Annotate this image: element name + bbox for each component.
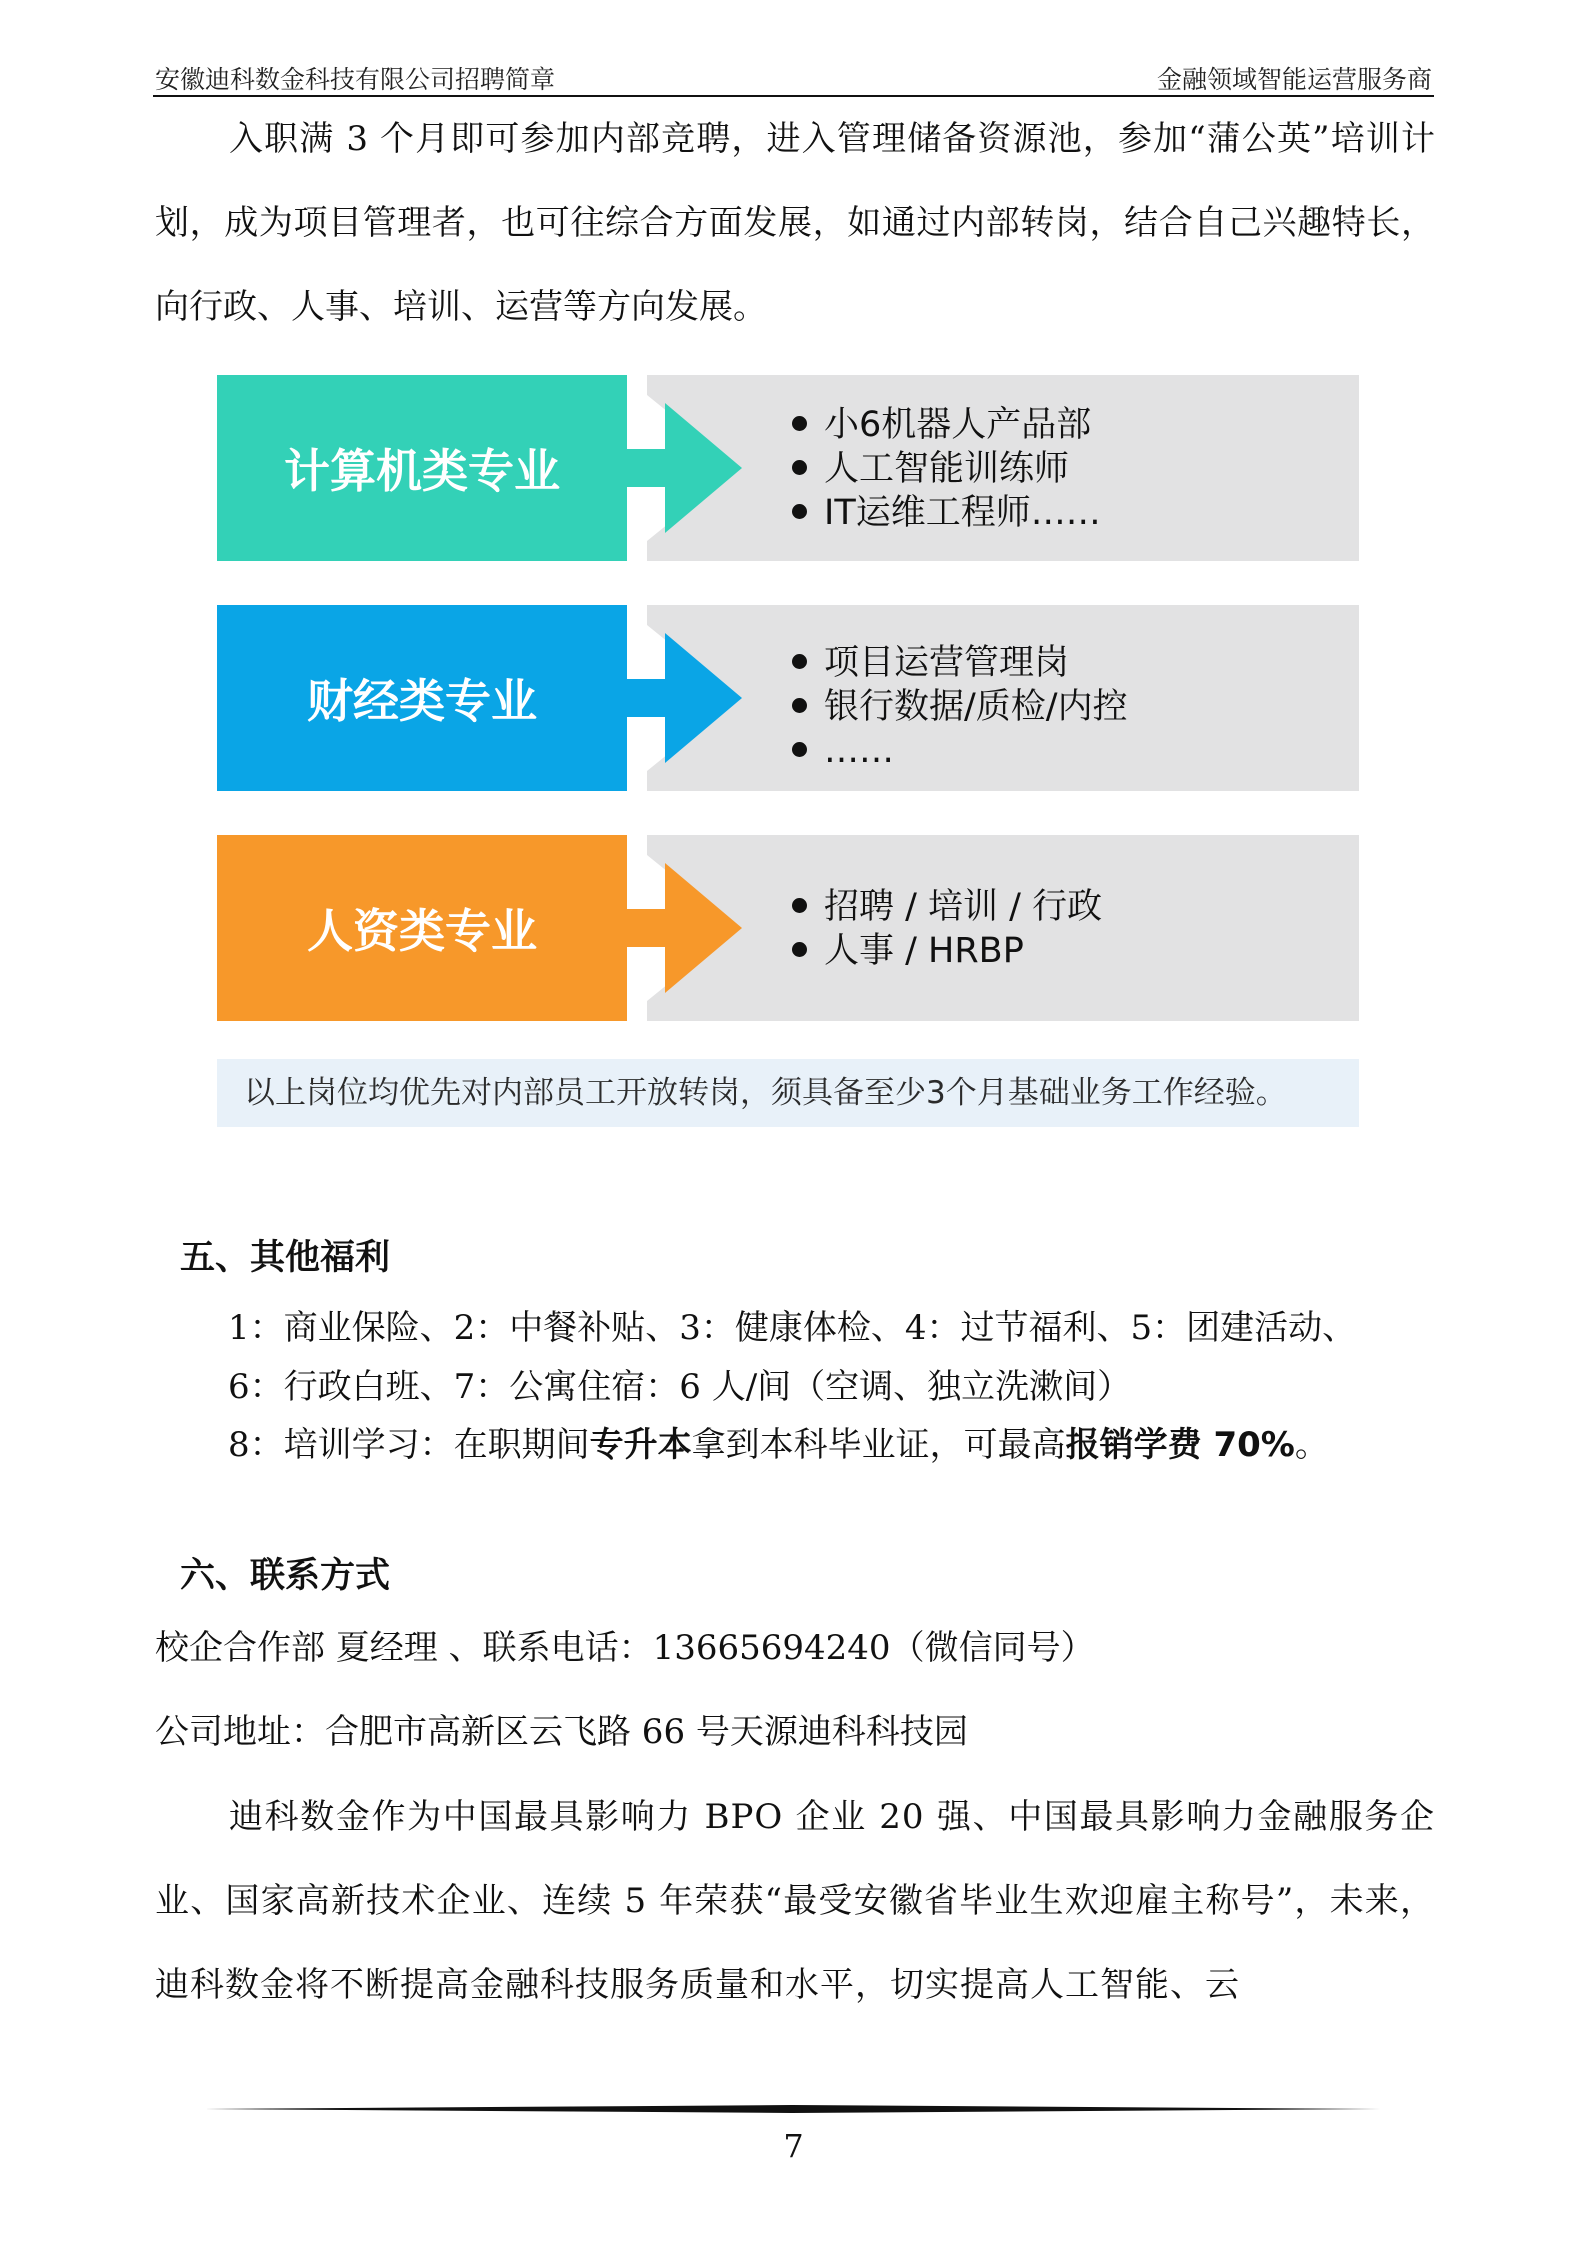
arrow-right-icon <box>627 375 767 561</box>
list-item: 银行数据/质检/内控 <box>792 685 1128 729</box>
positions-list <box>792 641 1128 773</box>
category-label-hr: 人资类专业 <box>217 835 627 1021</box>
career-path-diagram <box>217 375 1359 1127</box>
list-item: 小6机器人产品部 <box>792 403 1101 447</box>
diagram-row-computer <box>217 375 1359 561</box>
bullet-icon <box>792 742 807 757</box>
positions-list <box>792 885 1102 973</box>
category-label-finance: 财经类专业 <box>217 605 627 791</box>
list-item: …… <box>792 729 1128 773</box>
closing-paragraph: 迪科数金作为中国最具影响力 BPO 企业 20 强、中国最具影响力金融服务企业、国家高新技术企业、连续 5 年荣获“最受安徽省毕业生欢迎雇主称号”，未来，迪科数金将不断提高金融科技服务质量和水平，切实提高人工智能、云 <box>155 1797 1435 2005</box>
positions-list <box>792 403 1101 535</box>
bullet-icon <box>792 416 807 431</box>
benefit-line-3: 8：培训学习：在职期间专升本拿到本科毕业证，可最高报销学费 70%。 <box>228 1425 1329 1465</box>
diagram-row-finance <box>217 605 1359 791</box>
list-item: 招聘 / 培训 / 行政 <box>792 885 1102 929</box>
footer-divider <box>205 2105 1380 2113</box>
intro-paragraph: 入职满 3 个月即可参加内部竞聘，进入管理储备资源池，参加“蒲公英”培训计划，成为项目管理者，也可往综合方面发展，如通过内部转岗，结合自己兴趣特长，向行政、人事、培训、运营等方向发展。 <box>155 119 1435 327</box>
diagram-note: 以上岗位均优先对内部员工开放转岗，须具备至少3个月基础业务工作经验。 <box>217 1059 1359 1127</box>
bullet-icon <box>792 698 807 713</box>
highlight-tuition: 报销学费 70% <box>1065 1425 1295 1465</box>
diagram-row-hr <box>217 835 1359 1021</box>
arrow-right-icon <box>627 835 767 1021</box>
bullet-icon <box>792 460 807 475</box>
benefit-line-1: 1：商业保险、2：中餐补贴、3：健康体检、4：过节福利、5：团建活动、 <box>228 1308 1357 1348</box>
list-item: 项目运营管理岗 <box>792 641 1128 685</box>
arrow-right-icon <box>627 605 767 791</box>
bullet-icon <box>792 942 807 957</box>
section-6-title: 六、联系方式 <box>180 1556 391 1596</box>
bullet-icon <box>792 898 807 913</box>
header-tagline: 金融领域智能运营服务商 <box>1156 65 1432 94</box>
bullet-icon <box>792 654 807 669</box>
bullet-icon <box>792 504 807 519</box>
address-line: 公司地址：合肥市高新区云飞路 66 号天源迪科科技园 <box>155 1712 968 1752</box>
list-item: 人事 / HRBP <box>792 929 1102 973</box>
contact-line: 校企合作部 夏经理 、联系电话：13665694240（微信同号） <box>155 1628 1095 1668</box>
benefit-line-2: 6：行政白班、7：公寓住宿：6 人/间（空调、独立洗漱间） <box>228 1367 1132 1407</box>
page-number: 7 <box>783 2127 804 2165</box>
list-item: IT运维工程师…… <box>792 491 1101 535</box>
list-item: 人工智能训练师 <box>792 447 1101 491</box>
highlight-upgrade: 专升本 <box>589 1425 692 1465</box>
section-5-title: 五、其他福利 <box>180 1238 391 1278</box>
category-label-computer: 计算机类专业 <box>217 375 627 561</box>
header-company-name: 安徽迪科数金科技有限公司招聘简章 <box>155 65 556 94</box>
